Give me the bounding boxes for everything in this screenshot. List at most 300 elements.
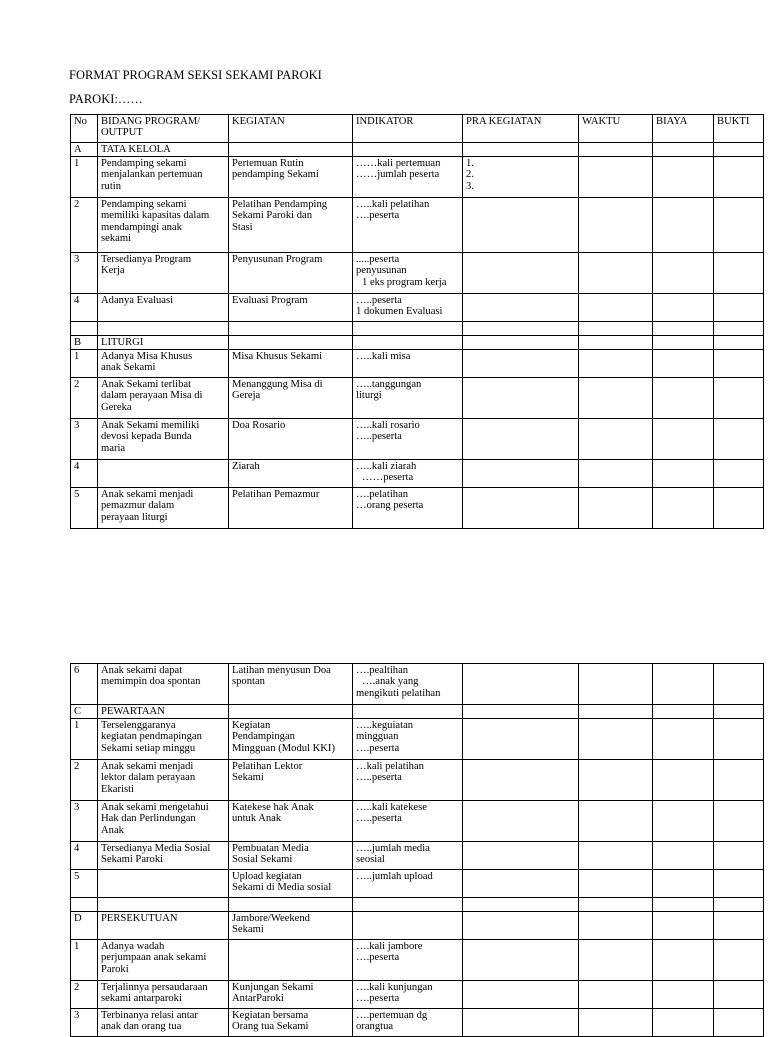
header-bidang-line: BIDANG PROGRAM/ <box>101 116 201 127</box>
table-row <box>71 253 764 294</box>
table-row <box>71 488 764 529</box>
table-row <box>71 870 764 898</box>
row-number: 1 <box>71 719 98 760</box>
kegiatan-cell <box>229 460 353 488</box>
bidang-cell-line: Sekami setiap minggu <box>101 742 196 754</box>
table-row <box>71 350 764 378</box>
bidang-cell <box>98 760 229 801</box>
indikator-cell-line: ….peserta <box>356 952 400 964</box>
bukti-cell <box>714 981 764 1009</box>
biaya-cell <box>653 460 714 488</box>
bukti-cell <box>714 419 764 460</box>
indikator-cell <box>353 842 463 870</box>
bidang-cell-line: Kerja <box>101 265 125 277</box>
indikator-cell-line: ….kali jambore <box>356 941 423 952</box>
bidang-cell <box>98 912 229 940</box>
kegiatan-cell-line: Katekese hak Anak <box>232 802 314 813</box>
row-number: B <box>71 336 98 350</box>
indikator-cell <box>353 350 463 378</box>
kegiatan-cell-line: Pendampingan <box>232 731 295 743</box>
indikator-cell <box>353 981 463 1009</box>
waktu-cell <box>579 488 653 529</box>
pra-kegiatan-cell <box>463 870 579 898</box>
kegiatan-cell <box>229 143 353 157</box>
table-row <box>71 143 764 157</box>
row-number: A <box>71 143 98 157</box>
kegiatan-cell-line: Pembuatan Media <box>232 843 309 854</box>
table-row <box>71 912 764 940</box>
table-row <box>71 940 764 981</box>
bidang-cell-line: devosi kepada Bunda <box>101 431 192 443</box>
bidang-cell-line: Pendamping sekami <box>101 199 187 210</box>
header-waktu: WAKTU <box>579 115 653 143</box>
row-number: 4 <box>71 460 98 488</box>
indikator-cell-line: …..jumlah upload <box>356 871 433 882</box>
bidang-cell <box>98 981 229 1009</box>
bidang-cell-line: memiliki kapasitas dalam <box>101 210 210 222</box>
indikator-cell-line: …..peserta <box>356 813 402 825</box>
bukti-cell <box>714 898 764 912</box>
bidang-cell-line: TATA KELOLA <box>101 144 171 155</box>
kegiatan-cell <box>229 350 353 378</box>
bidang-cell <box>98 378 229 419</box>
waktu-cell <box>579 460 653 488</box>
bidang-cell-line: PERSEKUTUAN <box>101 913 178 924</box>
waktu-cell <box>579 981 653 1009</box>
table-row <box>71 460 764 488</box>
pra-kegiatan-cell <box>463 253 579 294</box>
row-number: 2 <box>71 198 98 253</box>
row-number: C <box>71 705 98 719</box>
indikator-cell <box>353 157 463 198</box>
indikator-cell <box>353 143 463 157</box>
bukti-cell <box>714 488 764 529</box>
indikator-cell-line: ……jumlah peserta <box>356 169 440 181</box>
row-number: 3 <box>71 419 98 460</box>
biaya-cell <box>653 1009 714 1037</box>
bidang-cell-line: rutin <box>101 180 122 192</box>
bidang-cell-line: Anak sekami mengetahui <box>101 802 209 813</box>
bidang-cell <box>98 157 229 198</box>
bidang-cell-line: perjumpaan anak sekami <box>101 952 207 964</box>
waktu-cell <box>579 378 653 419</box>
kegiatan-cell-line: Pelatihan Pendamping <box>232 199 328 210</box>
bidang-cell <box>98 801 229 842</box>
indikator-cell-line: …..kali katekese <box>356 802 427 813</box>
indikator-cell-line: ……kali pertemuan <box>356 158 441 169</box>
biaya-cell <box>653 378 714 419</box>
biaya-cell <box>653 719 714 760</box>
bidang-cell-line: Terbinanya relasi antar <box>101 1010 198 1021</box>
row-number: 2 <box>71 760 98 801</box>
bukti-cell <box>714 664 764 705</box>
biaya-cell <box>653 705 714 719</box>
waktu-cell <box>579 294 653 322</box>
bukti-cell <box>714 912 764 940</box>
waktu-cell <box>579 898 653 912</box>
bidang-cell-line: Adanya Evaluasi <box>101 295 174 306</box>
waktu-cell <box>579 842 653 870</box>
kegiatan-cell-line: Sekami Paroki dan <box>232 210 313 222</box>
pra-kegiatan-cell <box>463 1009 579 1037</box>
kegiatan-cell-line: Misa Khusus Sekami <box>232 351 323 362</box>
bidang-cell-line: Anak Sekami terlibat <box>101 379 192 390</box>
pra-kegiatan-cell <box>463 460 579 488</box>
indikator-cell-line: …..kali pelatihan <box>356 199 430 210</box>
kegiatan-cell <box>229 870 353 898</box>
indikator-cell-line: ….anak yang <box>362 676 419 688</box>
waktu-cell <box>579 719 653 760</box>
indikator-cell <box>353 719 463 760</box>
pra-kegiatan-cell <box>463 143 579 157</box>
indikator-cell <box>353 870 463 898</box>
biaya-cell <box>653 294 714 322</box>
waktu-cell <box>579 705 653 719</box>
kegiatan-cell-line: Stasi <box>232 221 253 233</box>
bidang-cell-line: LITURGI <box>101 337 144 348</box>
indikator-cell-line: …..peserta <box>356 772 402 784</box>
paroki-field: PAROKI:…… <box>69 92 143 106</box>
kegiatan-cell-line: Evaluasi Program <box>232 295 308 306</box>
table-header-row <box>71 115 764 143</box>
kegiatan-cell-line: Upload kegiatan <box>232 871 302 882</box>
waktu-cell <box>579 801 653 842</box>
indikator-cell-line: ….kali kunjungan <box>356 982 433 993</box>
indikator-cell <box>353 664 463 705</box>
indikator-cell-line: 1 eks program kerja <box>362 276 447 288</box>
kegiatan-cell-line: pendamping Sekami <box>232 169 319 181</box>
waktu-cell <box>579 253 653 294</box>
kegiatan-cell-line: spontan <box>232 676 265 688</box>
indikator-cell-line: ….peserta <box>356 210 400 222</box>
indikator-cell-line: ….pealtihan <box>356 665 409 676</box>
kegiatan-cell <box>229 378 353 419</box>
biaya-cell <box>653 870 714 898</box>
program-table-page-2 <box>70 663 764 1037</box>
bidang-cell-line: Terselenggaranya <box>101 720 176 731</box>
indikator-cell-line: 1 dokumen Evaluasi <box>356 306 443 318</box>
biaya-cell <box>653 912 714 940</box>
table-row <box>71 336 764 350</box>
kegiatan-cell <box>229 157 353 198</box>
bidang-cell <box>98 664 229 705</box>
bidang-cell <box>98 1009 229 1037</box>
bidang-cell <box>98 705 229 719</box>
program-table-page-1 <box>70 114 764 529</box>
indikator-cell <box>353 253 463 294</box>
indikator-cell-line: liturgi <box>356 390 382 402</box>
waktu-cell <box>579 322 653 336</box>
biaya-cell <box>653 940 714 981</box>
row-number: D <box>71 912 98 940</box>
kegiatan-cell-line: Penyusunan Program <box>232 254 323 265</box>
bidang-cell <box>98 198 229 253</box>
row-number: 5 <box>71 870 98 898</box>
biaya-cell <box>653 143 714 157</box>
kegiatan-cell-line: Sekami di Media sosial <box>232 882 332 894</box>
pra-kegiatan-cell <box>463 378 579 419</box>
bidang-cell <box>98 322 229 336</box>
bidang-cell-line: Anak Sekami memiliki <box>101 420 200 431</box>
kegiatan-cell <box>229 940 353 981</box>
indikator-cell <box>353 912 463 940</box>
waktu-cell <box>579 940 653 981</box>
pra-kegiatan-cell <box>463 322 579 336</box>
indikator-cell <box>353 705 463 719</box>
kegiatan-cell-line: untuk Anak <box>232 813 282 825</box>
kegiatan-cell <box>229 705 353 719</box>
kegiatan-cell <box>229 664 353 705</box>
kegiatan-cell-line: Pertemuan Rutin <box>232 158 304 169</box>
header-biaya: BIAYA <box>653 115 714 143</box>
kegiatan-cell-line: Kegiatan bersama <box>232 1010 309 1021</box>
pra-kegiatan-cell <box>463 719 579 760</box>
bidang-cell-line: Anak <box>101 824 124 836</box>
header-kegiatan: KEGIATAN <box>229 115 353 143</box>
bidang-cell <box>98 488 229 529</box>
kegiatan-cell-line: Doa Rosario <box>232 420 286 431</box>
indikator-cell-line: mengikuti pelatihan <box>356 687 441 699</box>
kegiatan-cell-line: Menanggung Misa di <box>232 379 323 390</box>
pra-kegiatan-cell-line: 1. <box>466 158 474 169</box>
pra-kegiatan-cell <box>463 705 579 719</box>
bukti-cell <box>714 143 764 157</box>
row-number: 1 <box>71 940 98 981</box>
waktu-cell <box>579 157 653 198</box>
bidang-cell <box>98 336 229 350</box>
row-number: 3 <box>71 801 98 842</box>
biaya-cell <box>653 981 714 1009</box>
indikator-cell <box>353 488 463 529</box>
row-number: 2 <box>71 981 98 1009</box>
bidang-cell-line: sekami antarparoki <box>101 993 182 1005</box>
kegiatan-cell-line: Latihan menyusun Doa <box>232 665 331 676</box>
pra-kegiatan-cell <box>463 350 579 378</box>
kegiatan-cell <box>229 419 353 460</box>
bidang-cell <box>98 143 229 157</box>
kegiatan-cell-line: Orang tua Sekami <box>232 1021 309 1033</box>
bidang-cell-line: maria <box>101 442 126 454</box>
pra-kegiatan-cell <box>463 801 579 842</box>
kegiatan-cell <box>229 294 353 322</box>
bukti-cell <box>714 940 764 981</box>
pra-kegiatan-cell-line: 3. <box>466 180 474 192</box>
table-row <box>71 801 764 842</box>
row-number <box>71 322 98 336</box>
row-number <box>71 898 98 912</box>
waktu-cell <box>579 350 653 378</box>
indikator-cell-line: …..tanggungan <box>356 379 422 390</box>
bidang-cell-line: Tersedianya Program <box>101 254 192 265</box>
indikator-cell <box>353 322 463 336</box>
bukti-cell <box>714 350 764 378</box>
indikator-cell-line: ……peserta <box>362 472 414 484</box>
bidang-cell-line: memimpin doa spontan <box>101 676 201 688</box>
bukti-cell <box>714 294 764 322</box>
indikator-cell-line: ….peserta <box>356 993 400 1005</box>
pra-kegiatan-cell <box>463 336 579 350</box>
header-bukti: BUKTI <box>714 115 764 143</box>
kegiatan-cell-line: Mingguan (Modul KKI) <box>232 742 335 754</box>
bidang-cell <box>98 719 229 760</box>
bidang-cell-line: anak dan orang tua <box>101 1021 182 1033</box>
bidang-cell-line: dalam perayaan Misa di <box>101 390 203 402</box>
indikator-cell-line: ….pertemuan dg <box>356 1010 428 1021</box>
pra-kegiatan-cell <box>463 842 579 870</box>
kegiatan-cell <box>229 842 353 870</box>
bidang-cell <box>98 870 229 898</box>
row-number: 4 <box>71 842 98 870</box>
pra-kegiatan-cell <box>463 294 579 322</box>
biaya-cell <box>653 157 714 198</box>
kegiatan-cell-line: Sosial Sekami <box>232 854 293 866</box>
bidang-cell <box>98 253 229 294</box>
kegiatan-cell-line: Pelatihan Lektor <box>232 761 303 772</box>
table-row <box>71 898 764 912</box>
bidang-cell-line: perayaan liturgi <box>101 511 168 523</box>
waktu-cell <box>579 419 653 460</box>
kegiatan-cell <box>229 912 353 940</box>
bidang-cell-line: Anak sekami dapat <box>101 665 183 676</box>
bidang-cell-line: mendampingi anak <box>101 221 182 233</box>
bukti-cell <box>714 842 764 870</box>
kegiatan-cell-line: Kunjungan Sekami <box>232 982 314 993</box>
pra-kegiatan-cell <box>463 760 579 801</box>
row-number: 5 <box>71 488 98 529</box>
bidang-cell-line: PEWARTAAN <box>101 706 165 717</box>
row-number: 4 <box>71 294 98 322</box>
bidang-cell <box>98 350 229 378</box>
waktu-cell <box>579 870 653 898</box>
bidang-cell <box>98 294 229 322</box>
kegiatan-cell <box>229 322 353 336</box>
bidang-cell-line: sekami <box>101 233 132 245</box>
indikator-cell <box>353 378 463 419</box>
pra-kegiatan-cell <box>463 898 579 912</box>
waktu-cell <box>579 664 653 705</box>
table-row <box>71 198 764 253</box>
biaya-cell <box>653 322 714 336</box>
biaya-cell <box>653 760 714 801</box>
bidang-cell-line: Ekaristi <box>101 783 134 795</box>
bidang-cell-line: Terjalinnya persaudaraan <box>101 982 208 993</box>
kegiatan-cell <box>229 801 353 842</box>
indikator-cell <box>353 801 463 842</box>
biaya-cell <box>653 664 714 705</box>
bidang-cell-line: Paroki <box>101 963 129 975</box>
indikator-cell-line: mingguan <box>356 731 399 743</box>
kegiatan-cell-line: Sekami <box>232 924 264 936</box>
indikator-cell-line: …..kali ziarah <box>356 461 417 472</box>
waktu-cell <box>579 760 653 801</box>
bukti-cell <box>714 870 764 898</box>
kegiatan-cell <box>229 760 353 801</box>
kegiatan-cell-line: Gereja <box>232 390 261 402</box>
indikator-cell-line: ….pelatihan <box>356 489 409 500</box>
table-row <box>71 322 764 336</box>
bukti-cell <box>714 322 764 336</box>
bidang-cell-line: Adanya Misa Khusus <box>101 351 193 362</box>
bukti-cell <box>714 760 764 801</box>
table-row <box>71 705 764 719</box>
indikator-cell-line: orangtua <box>356 1021 394 1033</box>
bukti-cell <box>714 801 764 842</box>
waktu-cell <box>579 336 653 350</box>
kegiatan-cell-line: AntarParoki <box>232 993 284 1005</box>
bukti-cell <box>714 1009 764 1037</box>
kegiatan-cell-line: Sekami <box>232 772 264 784</box>
row-number: 1 <box>71 350 98 378</box>
indikator-cell-line: …..kali rosario <box>356 420 420 431</box>
table-row <box>71 157 764 198</box>
bukti-cell <box>714 253 764 294</box>
indikator-cell <box>353 1009 463 1037</box>
table-row <box>71 378 764 419</box>
header-no: No <box>71 115 98 143</box>
table-row <box>71 842 764 870</box>
bukti-cell <box>714 198 764 253</box>
table-row <box>71 981 764 1009</box>
kegiatan-cell-line: Ziarah <box>232 461 260 472</box>
kegiatan-cell <box>229 488 353 529</box>
biaya-cell <box>653 842 714 870</box>
bidang-cell-line: anak Sekami <box>101 362 156 374</box>
pra-kegiatan-cell <box>463 981 579 1009</box>
biaya-cell <box>653 488 714 529</box>
bukti-cell <box>714 719 764 760</box>
biaya-cell <box>653 801 714 842</box>
row-number: 6 <box>71 664 98 705</box>
pra-kegiatan-cell <box>463 912 579 940</box>
pra-kegiatan-cell <box>463 419 579 460</box>
indikator-cell-line: …..kali misa <box>356 351 411 362</box>
table-row <box>71 419 764 460</box>
table-row <box>71 1009 764 1037</box>
kegiatan-cell <box>229 198 353 253</box>
table-row <box>71 760 764 801</box>
table-row <box>71 294 764 322</box>
pra-kegiatan-cell <box>463 488 579 529</box>
kegiatan-cell-line: Pelatihan Pemazmur <box>232 489 320 500</box>
biaya-cell <box>653 336 714 350</box>
bidang-cell <box>98 898 229 912</box>
indikator-cell-line: ….peserta <box>356 742 400 754</box>
waktu-cell <box>579 912 653 940</box>
bidang-cell-line: lektor dalam perayaan <box>101 772 196 784</box>
bidang-cell-line: menjalankan pertemuan <box>101 169 203 181</box>
indikator-cell-line: …..jumlah media <box>356 843 430 854</box>
bukti-cell <box>714 157 764 198</box>
bidang-cell <box>98 842 229 870</box>
table-row <box>71 719 764 760</box>
waktu-cell <box>579 198 653 253</box>
row-number: 3 <box>71 253 98 294</box>
bidang-cell <box>98 419 229 460</box>
indikator-cell-line: …..keguiatan <box>356 720 414 731</box>
bukti-cell <box>714 705 764 719</box>
indikator-cell-line: .....peserta <box>356 254 400 265</box>
kegiatan-cell <box>229 1009 353 1037</box>
bidang-cell <box>98 940 229 981</box>
kegiatan-cell <box>229 981 353 1009</box>
biaya-cell <box>653 253 714 294</box>
indikator-cell-line: …..peserta <box>356 431 402 443</box>
kegiatan-cell-line: Jambore/Weekend <box>232 913 310 924</box>
header-bidang-line: OUTPUT <box>101 127 143 139</box>
indikator-cell <box>353 760 463 801</box>
indikator-cell <box>353 198 463 253</box>
biaya-cell <box>653 198 714 253</box>
